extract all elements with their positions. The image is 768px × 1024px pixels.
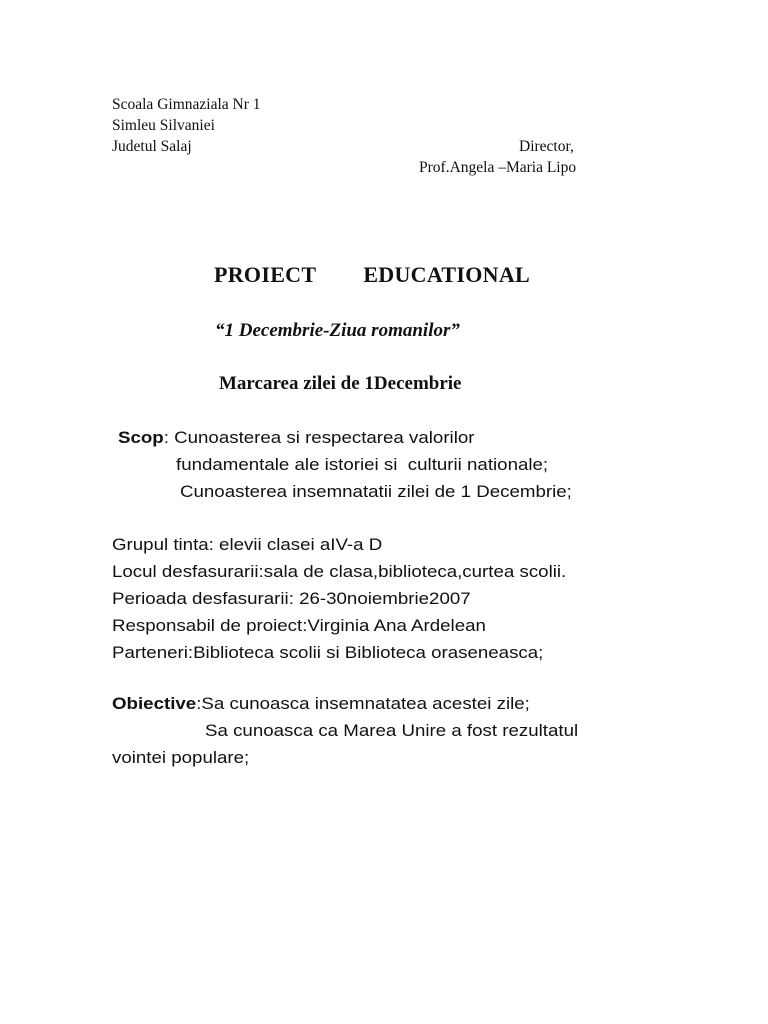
obiective-text-1: :Sa cunoasca insemnatatea acestei zile; xyxy=(196,694,530,713)
scop-line-2: fundamentale ale istoriei si culturii nationale; xyxy=(176,455,549,474)
project-subtitle: “1 Decembrie-Ziua romanilor” xyxy=(215,320,460,341)
scop-line-1 xyxy=(118,428,475,448)
detail-target-group: Grupul tinta: elevii clasei aIV-a D xyxy=(112,535,383,554)
obiective-label: Obiective xyxy=(112,694,197,713)
school-town: Simleu Silvaniei xyxy=(112,117,215,134)
scop-label: Scop xyxy=(118,428,164,447)
scop-line-3: Cunoasterea insemnatatii zilei de 1 Decembrie; xyxy=(180,482,572,501)
obiective-line-2: Sa cunoasca ca Marea Unire a fost rezultatul xyxy=(205,721,579,740)
school-county: Judetul Salaj xyxy=(112,138,192,155)
director-name: Prof.Angela –Maria Lipo xyxy=(419,159,577,176)
project-heading: Marcarea zilei de 1Decembrie xyxy=(219,373,462,394)
obiective-line-1 xyxy=(112,694,530,714)
scop-text-1: : Cunoasterea si respectarea valorilor xyxy=(163,428,475,447)
detail-period: Perioada desfasurarii: 26-30noiembrie2007 xyxy=(112,589,471,608)
detail-partners: Parteneri:Biblioteca scolii si Biblioteca oraseneasca; xyxy=(112,643,544,662)
school-name: Scoala Gimnaziala Nr 1 xyxy=(112,96,261,113)
detail-responsible: Responsabil de proiect:Virginia Ana Ardelean xyxy=(112,616,486,635)
director-label: Director, xyxy=(519,138,574,155)
obiective-line-3: vointei populare; xyxy=(112,748,250,767)
document-title: PROIECT EDUCATIONAL xyxy=(214,262,531,287)
detail-location: Locul desfasurarii:sala de clasa,biblioteca,curtea scolii. xyxy=(112,562,567,581)
